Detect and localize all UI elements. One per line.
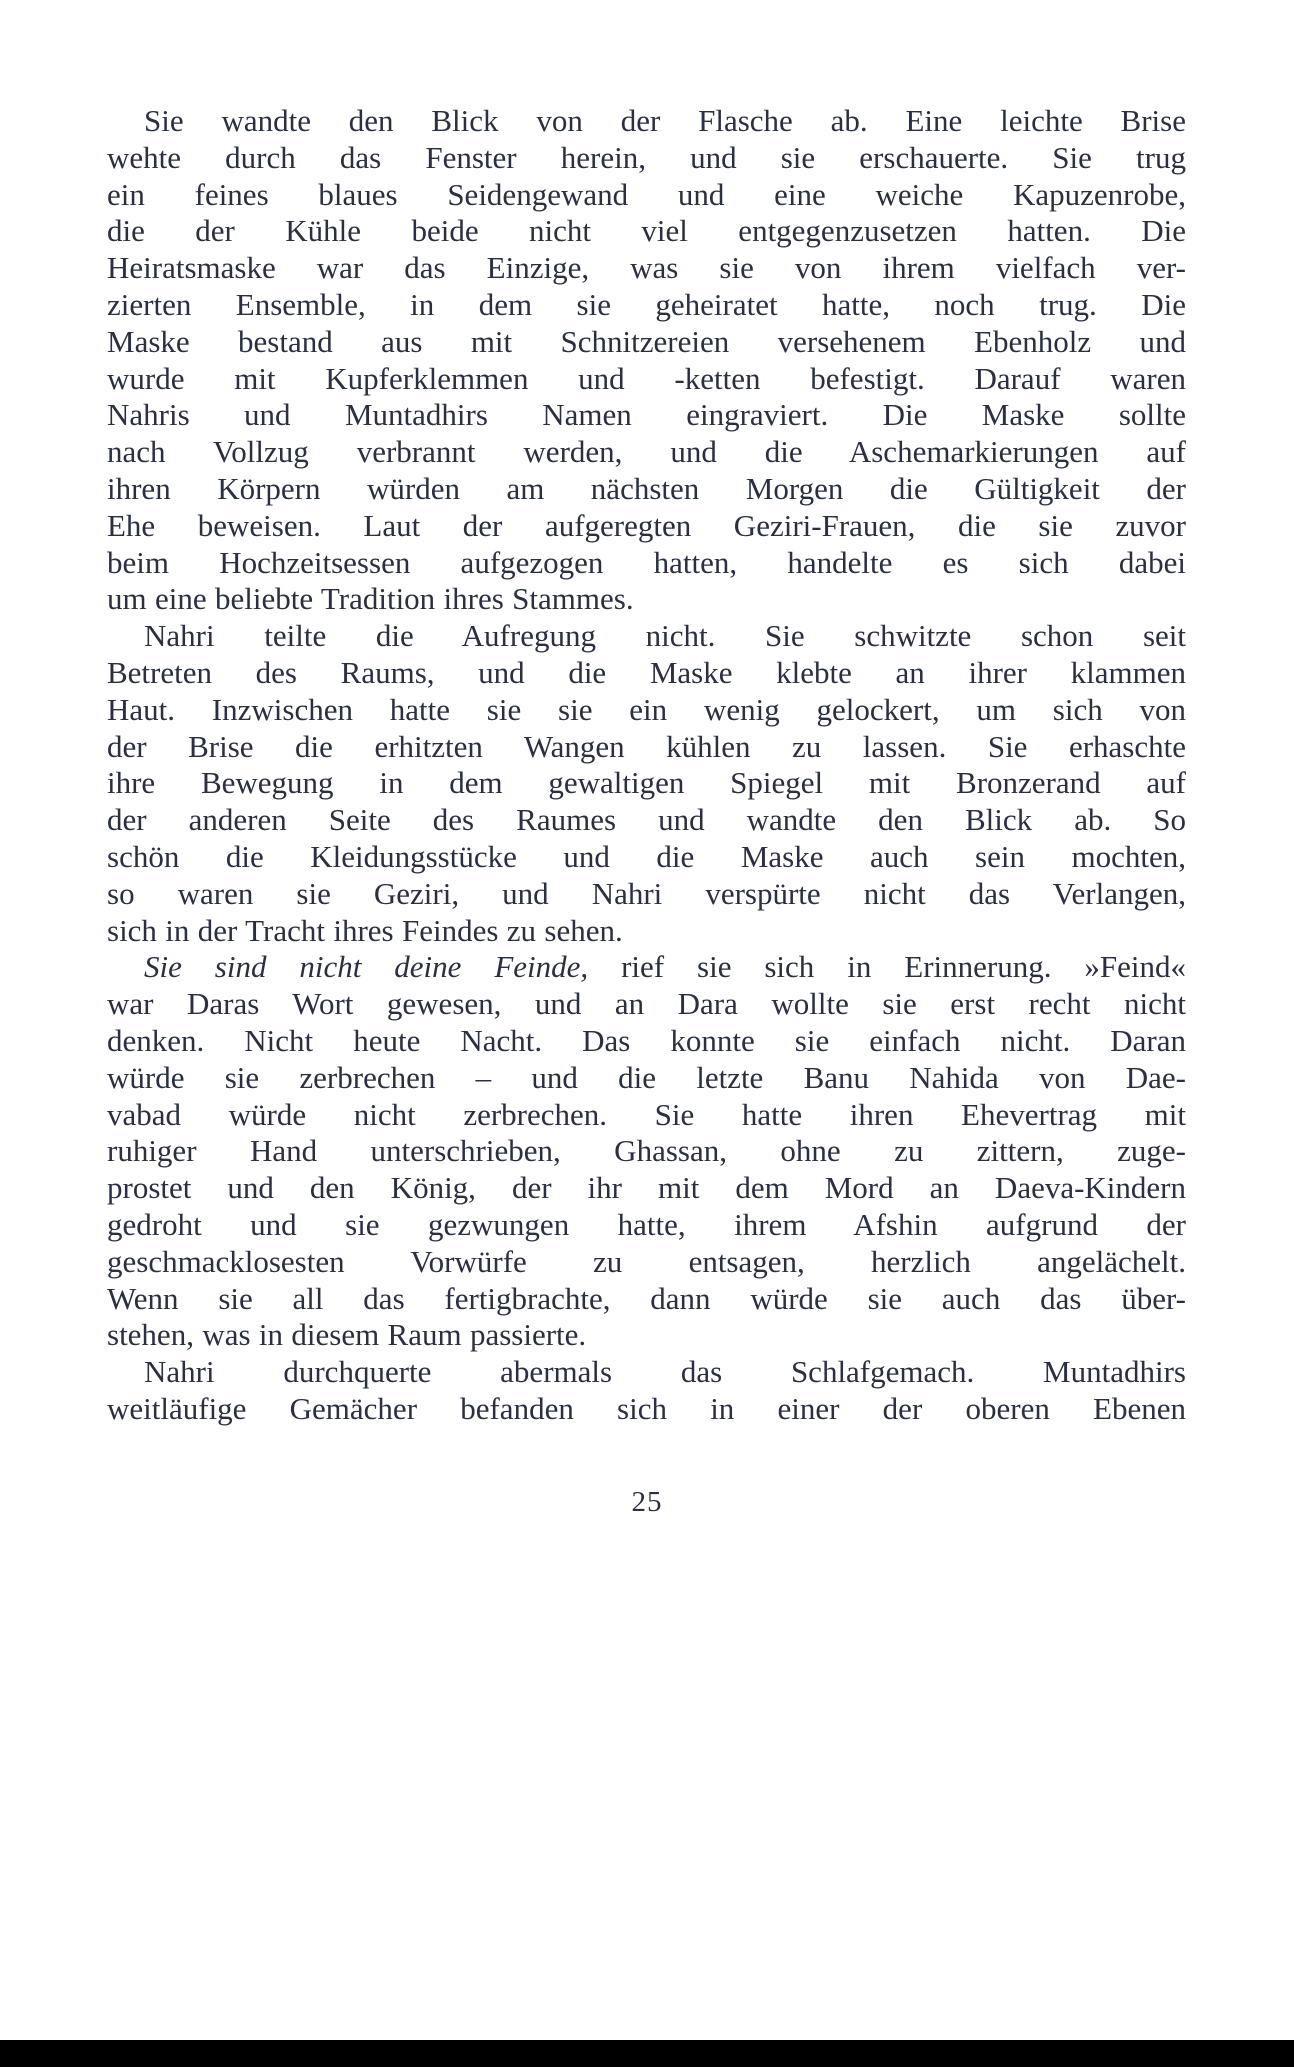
text-line [107, 1170, 1186, 1207]
text-line [107, 471, 1186, 508]
text-line [107, 1281, 1186, 1318]
text-line [107, 1097, 1186, 1134]
paragraph [107, 949, 1186, 1354]
text-line [107, 397, 1186, 434]
text-segment: um eine beliebte Tradition ihres Stammes. [107, 581, 634, 617]
text-segment: prostet und den König, der ihr mit dem Mord an Daeva-Kindern [107, 1170, 1186, 1206]
text-segment: Nahri teilte die Aufregung nicht. Sie schwitzte schon seit [144, 618, 1186, 654]
text-segment: schön die Kleidungsstücke und die Maske auch sein mochten, [107, 838, 1186, 874]
text-segment: so waren sie Geziri, und Nahri verspürte nicht das Verlangen, [107, 875, 1186, 911]
text-line [107, 913, 1186, 950]
text-line [107, 545, 1186, 582]
text-segment: denken. Nicht heute Nacht. Das konnte sie einfach nicht. Daran [107, 1022, 1186, 1058]
page-number: 25 [631, 1485, 663, 1518]
text-line [107, 618, 1186, 655]
text-line [107, 140, 1186, 177]
text-line [107, 434, 1186, 471]
text-line [107, 986, 1186, 1023]
text-segment: wehte durch das Fenster herein, und sie erschauerte. Sie trug [107, 139, 1186, 175]
text-segment: ihren Körpern würden am nächsten Morgen die Gültigkeit der [107, 470, 1186, 506]
paragraph [107, 103, 1186, 618]
text-segment: ein feines blaues Seidengewand und eine weiche Kapuzenrobe, [107, 176, 1186, 212]
paragraph [107, 618, 1186, 949]
text-segment: geschmacklosesten Vorwürfe zu entsagen, herzlich angelächelt. [107, 1243, 1186, 1279]
text-line [107, 949, 1186, 986]
text-segment: wurde mit Kupferklemmen und -ketten befestigt. Darauf waren [107, 360, 1186, 396]
text-segment: die der Kühle beide nicht viel entgegenzusetzen hatten. Die [107, 213, 1186, 249]
text-line [107, 876, 1186, 913]
text-line [107, 765, 1186, 802]
italic-text-segment: Sie sind nicht deine Feinde, [144, 949, 589, 985]
text-segment: weitläufige Gemächer befanden sich in einer der oberen Ebenen [107, 1390, 1186, 1426]
text-line [107, 287, 1186, 324]
text-line [107, 802, 1186, 839]
text-line [107, 250, 1186, 287]
text-segment: Betreten des Raums, und die Maske klebte an ihrer klammen [107, 654, 1186, 690]
text-line [107, 1244, 1186, 1281]
text-line [107, 729, 1186, 766]
text-segment: war Daras Wort gewesen, und an Dara wollte sie erst recht nicht [107, 986, 1186, 1022]
text-line [107, 655, 1186, 692]
text-segment: Haut. Inzwischen hatte sie sie ein wenig gelockert, um sich von [107, 691, 1186, 727]
text-segment: rief sie sich in Erinnerung. »Feind« [588, 949, 1186, 985]
text-segment: zierten Ensemble, in dem sie geheiratet hatte, noch trug. Die [107, 286, 1186, 322]
paragraph [107, 1354, 1186, 1428]
text-segment: Maske bestand aus mit Schnitzereien versehenem Ebenholz und [107, 323, 1186, 359]
text-segment: Heiratsmaske war das Einzige, was sie von ihrem vielfach ver- [107, 250, 1186, 286]
text-segment: Nahri durchquerte abermals das Schlafgemach. Muntadhirs [144, 1354, 1186, 1390]
text-segment: stehen, was in diesem Raum passierte. [107, 1317, 587, 1353]
text-line [107, 839, 1186, 876]
text-line [107, 1207, 1186, 1244]
text-segment: der Brise die erhitzten Wangen kühlen zu lassen. Sie erhaschte [107, 728, 1186, 764]
text-line [107, 213, 1186, 250]
text-segment: ihre Bewegung in dem gewaltigen Spiegel mit Bronzerand auf [107, 765, 1186, 801]
text-segment: nach Vollzug verbrannt werden, und die Aschemarkierungen auf [107, 434, 1186, 470]
text-line [107, 581, 1186, 618]
text-segment: Ehe beweisen. Laut der aufgeregten Geziri-Frauen, die sie zuvor [107, 507, 1186, 543]
text-segment: ruhiger Hand unterschrieben, Ghassan, ohne zu zittern, zuge- [107, 1133, 1186, 1169]
text-segment: Nahris und Muntadhirs Namen eingraviert. Die Maske sollte [107, 397, 1186, 433]
text-segment: der anderen Seite des Raumes und wandte den Blick ab. So [107, 802, 1186, 838]
text-line [107, 103, 1186, 140]
text-segment: Wenn sie all das fertigbrachte, dann würde sie auch das über- [107, 1280, 1186, 1316]
text-line [107, 1317, 1186, 1354]
text-line [107, 508, 1186, 545]
text-segment: vabad würde nicht zerbrechen. Sie hatte ihren Ehevertrag mit [107, 1096, 1186, 1132]
text-line [107, 324, 1186, 361]
text-line [107, 1023, 1186, 1060]
text-segment: sich in der Tracht ihres Feindes zu sehen. [107, 912, 623, 948]
text-line [107, 692, 1186, 729]
text-segment: beim Hochzeitsessen aufgezogen hatten, handelte es sich dabei [107, 544, 1186, 580]
text-line [107, 177, 1186, 214]
text-segment: gedroht und sie gezwungen hatte, ihrem Afshin aufgrund der [107, 1206, 1186, 1242]
text-line [107, 1133, 1186, 1170]
text-segment: Sie wandte den Blick von der Flasche ab. Eine leichte Brise [144, 103, 1186, 138]
text-line [107, 1391, 1186, 1428]
text-segment: würde sie zerbrechen – und die letzte Banu Nahida von Dae- [107, 1059, 1186, 1095]
text-line [107, 361, 1186, 398]
bottom-bar [0, 2040, 1294, 2067]
text-line [107, 1060, 1186, 1097]
text-line [107, 1354, 1186, 1391]
